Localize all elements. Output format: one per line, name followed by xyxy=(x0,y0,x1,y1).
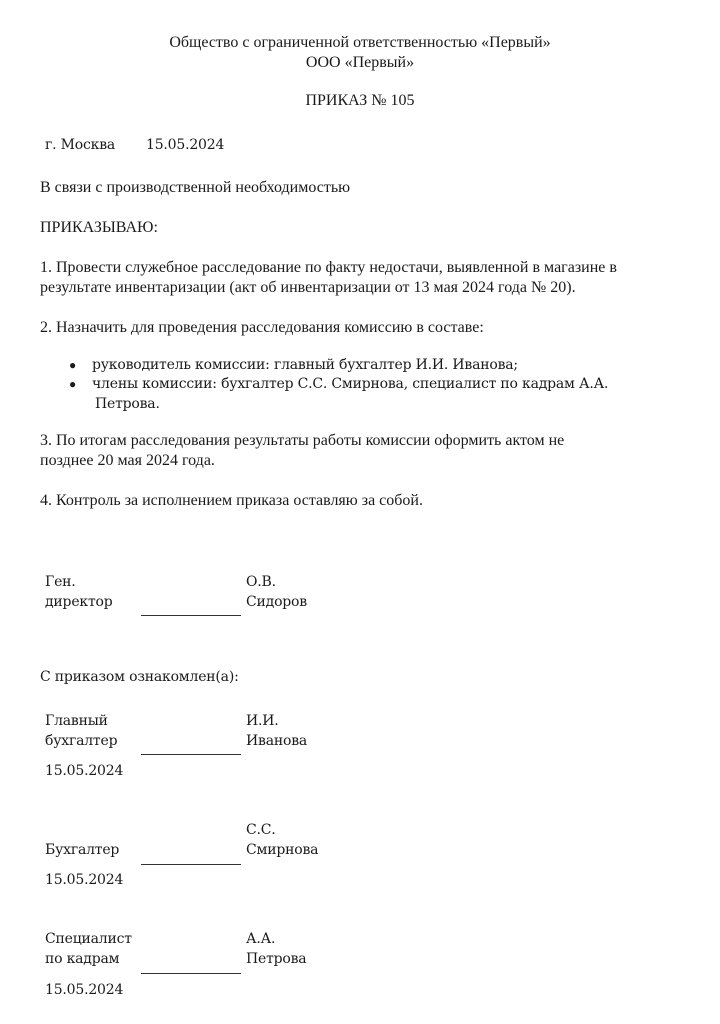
bullet-icon: ● xyxy=(69,358,77,372)
ack-signature-line xyxy=(141,754,241,755)
ack-name-line-2: Смирнова xyxy=(246,842,319,858)
order-word: ПРИКАЗЫВАЮ: xyxy=(40,219,158,236)
order-item-1-line-1: 1. Провести служебное расследование по факту недостачи, выявленной в магазине в xyxy=(40,259,617,276)
ack-signature-line xyxy=(141,864,241,865)
director-name-line-2: Сидоров xyxy=(246,594,307,610)
bullet-icon: ● xyxy=(69,377,77,391)
ack-name-line-2: Петрова xyxy=(246,951,307,967)
ack-name-line-1: А.А. xyxy=(246,931,276,947)
order-item-2: 2. Назначить для проведения расследования комиссию в составе: xyxy=(40,319,484,336)
ack-name-line-1: И.И. xyxy=(246,713,279,729)
company-short-name: ООО «Первый» xyxy=(305,54,415,71)
acknowledged-label: С приказом ознакомлен(а): xyxy=(40,669,239,685)
company-full-name: Общество с ограниченной ответственностью «Первый» xyxy=(169,34,551,51)
order-title: ПРИКАЗ № 105 xyxy=(305,92,415,109)
ack-date: 15.05.2024 xyxy=(45,982,124,998)
ack-name-line-1: С.С. xyxy=(246,822,276,838)
order-item-3-line-2: позднее 20 мая 2024 года. xyxy=(40,452,215,469)
director-position-line-1: Ген. xyxy=(45,574,76,590)
ack-position-line-1: Специалист xyxy=(45,931,132,947)
order-item-3-line-1: 3. По итогам расследования результаты работы комиссии оформить актом не xyxy=(40,432,565,449)
order-reason: В связи с производственной необходимостью xyxy=(40,179,351,196)
ack-position-line-1: Главный xyxy=(45,713,108,729)
ack-position-line-2: по кадрам xyxy=(45,951,120,967)
ack-date: 15.05.2024 xyxy=(45,763,124,779)
director-position-line-2: директор xyxy=(45,594,113,610)
commission-member-text: руководитель комиссии: главный бухгалтер И.И. Иванова; xyxy=(92,357,518,373)
order-date: 15.05.2024 xyxy=(146,137,225,153)
order-item-4: 4. Контроль за исполнением приказа оставляю за собой. xyxy=(40,492,423,509)
order-item-1-line-2: результате инвентаризации (акт об инвентаризации от 13 мая 2024 года № 20). xyxy=(40,279,576,296)
director-name-line-1: О.В. xyxy=(246,574,276,590)
director-signature-line xyxy=(141,615,241,616)
ack-signature-line xyxy=(141,973,241,974)
ack-position-line-2: Бухгалтер xyxy=(45,842,120,858)
commission-member-text-cont: Петрова. xyxy=(95,396,160,412)
ack-position-line-2: бухгалтер xyxy=(45,733,118,749)
ack-date: 15.05.2024 xyxy=(45,872,124,888)
commission-member-text: члены комиссии: бухгалтер С.С. Смирнова, специалист по кадрам А.А. xyxy=(92,376,609,392)
ack-name-line-2: Иванова xyxy=(246,733,308,749)
city: г. Москва xyxy=(45,137,116,153)
